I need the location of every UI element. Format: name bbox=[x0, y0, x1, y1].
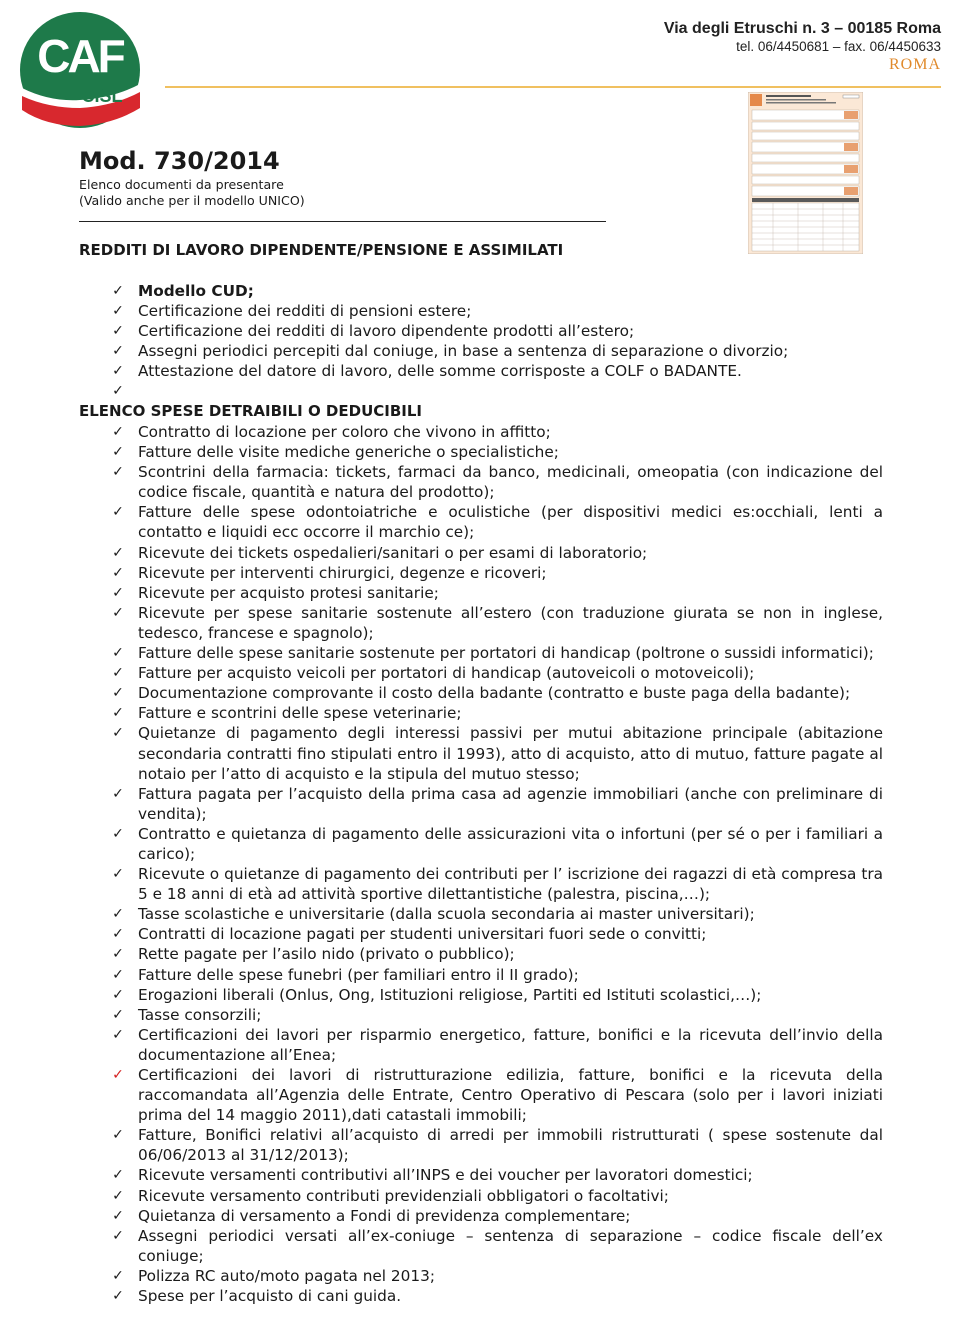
list-item-text: Fatture delle spese odontoiatriche e oculistiche (per dispositivi medici es:occhiali, lenti a contatto e liquidi ecc occorre il marchio ce); bbox=[138, 503, 883, 542]
logo-graphic bbox=[18, 12, 142, 132]
section-heading-income: REDDITI DI LAVORO DIPENDENTE/PENSIONE E ASSIMILATI bbox=[79, 241, 564, 259]
document-note: (Valido anche per il modello UNICO) bbox=[79, 193, 305, 208]
list-item bbox=[79, 281, 883, 301]
list-item bbox=[79, 1186, 883, 1206]
list-item-text: Fatture delle visite mediche generiche o specialistiche; bbox=[138, 443, 559, 462]
check-mark-icon: ✓ bbox=[112, 705, 124, 722]
list-item bbox=[79, 301, 883, 321]
check-mark-icon: ✓ bbox=[112, 444, 124, 461]
check-mark-icon: ✓ bbox=[112, 1207, 124, 1224]
list-item-text: Erogazioni liberali (Onlus, Ong, Istituzioni religiose, Partiti ed Istituti scolastici,…); bbox=[138, 985, 762, 1004]
list-item bbox=[79, 944, 883, 964]
list-item-text: Assegni periodici percepiti dal coniuge, in base a sentenza di separazione o divorzio; bbox=[138, 342, 789, 361]
list-item bbox=[79, 543, 883, 563]
check-mark-icon: ✓ bbox=[112, 926, 124, 943]
list-item-text: Modello CUD; bbox=[138, 282, 254, 300]
check-mark-icon: ✓ bbox=[112, 464, 124, 481]
list-item-text: Ricevute per spese sanitarie sostenute all’estero (con traduzione giurata se non in inglese, tedesco, francese e spagnolo); bbox=[138, 603, 883, 642]
check-mark-icon: ✓ bbox=[112, 363, 124, 380]
list-item-text: Ricevute versamento contributi previdenziali obbligatori o facoltativi; bbox=[138, 1186, 669, 1205]
list-item bbox=[79, 361, 883, 381]
list-item bbox=[79, 442, 883, 462]
check-mark-icon: ✓ bbox=[112, 1006, 124, 1023]
form-730-thumbnail bbox=[748, 92, 863, 254]
check-mark-icon: ✓ bbox=[112, 343, 124, 360]
check-mark-icon: ✓ bbox=[112, 1127, 124, 1144]
list-item-text: Ricevute dei tickets ospedalieri/sanitari o per esami di laboratorio; bbox=[138, 543, 648, 562]
list-item bbox=[79, 1125, 883, 1165]
list-item-text: Fattura pagata per l’acquisto della prima casa ad agenzie immobiliari (anche con preliminare di vendita); bbox=[138, 784, 883, 823]
check-mark-icon: ✓ bbox=[112, 685, 124, 702]
check-mark-icon: ✓ bbox=[112, 1026, 124, 1043]
list-item-text: Quietanza di versamento a Fondi di previdenza complementare; bbox=[138, 1206, 631, 1225]
list-item bbox=[79, 502, 883, 542]
list-item-text: Tasse scolastiche e universitarie (dalla scuola secondaria ai master universitari); bbox=[138, 905, 755, 924]
list-item bbox=[79, 643, 883, 663]
check-mark-icon: ✓ bbox=[112, 544, 124, 561]
document-subtitle: Elenco documenti da presentare bbox=[79, 177, 284, 192]
list-item bbox=[79, 723, 883, 783]
list-item-text: Attestazione del datore di lavoro, delle somme corrisposte a COLF o BADANTE. bbox=[138, 362, 742, 381]
check-mark-icon: ✓ bbox=[112, 1167, 124, 1184]
check-mark-icon: ✓ bbox=[112, 725, 124, 742]
list-item bbox=[79, 603, 883, 643]
list-item bbox=[79, 1286, 883, 1306]
list-item bbox=[79, 321, 883, 341]
list-item-text: Contratto di locazione per coloro che vivono in affitto; bbox=[138, 423, 551, 441]
check-mark-icon: ✓ bbox=[112, 645, 124, 662]
list-item bbox=[79, 583, 883, 603]
title-divider bbox=[79, 221, 606, 222]
check-mark-icon: ✓ bbox=[112, 785, 124, 802]
list-item-text: Scontrini della farmacia: tickets, farmaci da banco, medicinali, omeopatia (con indicazione del codice fiscale, quantità e natura del prodotto); bbox=[138, 463, 883, 502]
document-title: Mod. 730/2014 bbox=[79, 147, 280, 175]
check-mark-icon: ✓ bbox=[112, 584, 124, 601]
check-mark-icon: ✓ bbox=[112, 424, 124, 440]
list-item-text: Documentazione comprovante il costo della badante (contratto e buste paga della badante); bbox=[138, 684, 851, 703]
list-item bbox=[79, 985, 883, 1005]
address-block bbox=[664, 20, 941, 74]
list-item bbox=[79, 1005, 883, 1025]
list-item-text bbox=[138, 382, 143, 400]
check-mark-icon: ✓ bbox=[112, 1267, 124, 1284]
address-line: Via degli Etruschi n. 3 – 00185 Roma bbox=[663, 20, 941, 37]
list-item-text: Fatture e scontrini delle spese veterinarie; bbox=[138, 704, 462, 723]
list-item-text: Ricevute per interventi chirurgici, degenze e ricoveri; bbox=[138, 563, 547, 582]
check-mark-icon: ✓ bbox=[112, 323, 124, 340]
list-item bbox=[79, 683, 883, 703]
list-item bbox=[79, 563, 883, 583]
list-item bbox=[79, 381, 883, 401]
list-item bbox=[79, 784, 883, 824]
list-item-text: Fatture, Bonifici relativi all’acquisto di arredi per immobili ristrutturati ( spese sostenute dal 06/06/2013 al 31/12/2013); bbox=[138, 1126, 883, 1165]
list-item-text: Polizza RC auto/moto pagata nel 2013; bbox=[138, 1266, 436, 1285]
list-item-text: Certificazioni dei lavori di ristrutturazione edilizia, fatture, bonifici e la ricevuta della raccomandata all’Agenzia delle Entrate, Centro Operativo di Pescara (solo per i lavori iniziati prima del 14 maggio 2011),dati catastali immobili; bbox=[138, 1066, 883, 1125]
list-item-text: Certificazioni dei lavori per risparmio energetico, fatture, bonifici e la ricevuta dell’invio della documentazione all’Enea; bbox=[138, 1025, 883, 1064]
city-label: ROMA bbox=[888, 56, 941, 73]
list-item-text: Rette pagate per l’asilo nido (privato o pubblico); bbox=[138, 945, 515, 964]
list-item bbox=[79, 924, 883, 944]
list-item-text: Ricevute per acquisto protesi sanitarie; bbox=[138, 583, 439, 602]
list-item-text: Tasse consorzili; bbox=[138, 1005, 262, 1024]
check-mark-icon: ✓ bbox=[112, 866, 124, 883]
list-item bbox=[79, 864, 883, 904]
expenses-documents-list bbox=[79, 422, 883, 1306]
check-mark-icon: ✓ bbox=[112, 283, 124, 299]
check-mark-icon: ✓ bbox=[112, 825, 124, 842]
list-item bbox=[79, 462, 883, 502]
check-mark-icon: ✓ bbox=[112, 986, 124, 1003]
list-item-text: Fatture delle spese funebri (per familiari entro il II grado); bbox=[138, 965, 579, 984]
check-mark-icon: ✓ bbox=[112, 303, 124, 320]
list-item bbox=[79, 422, 883, 442]
check-mark-icon: ✓ bbox=[112, 1067, 124, 1083]
list-item bbox=[79, 1226, 883, 1266]
list-item bbox=[79, 1206, 883, 1226]
list-item bbox=[79, 341, 883, 361]
check-mark-icon: ✓ bbox=[112, 946, 124, 963]
list-item bbox=[79, 1165, 883, 1185]
list-item-text: Certificazione dei redditi di pensioni estere; bbox=[138, 302, 472, 321]
list-item bbox=[79, 703, 883, 723]
list-item bbox=[79, 663, 883, 683]
check-mark-icon: ✓ bbox=[112, 504, 124, 521]
list-item bbox=[79, 965, 883, 985]
check-mark-icon: ✓ bbox=[112, 564, 124, 581]
list-item-text: Certificazione dei redditi di lavoro dipendente prodotti all’estero; bbox=[138, 322, 635, 341]
check-mark-icon: ✓ bbox=[112, 1288, 124, 1305]
check-mark-icon: ✓ bbox=[112, 1227, 124, 1244]
check-mark-icon: ✓ bbox=[112, 383, 124, 400]
header-divider bbox=[165, 86, 941, 88]
list-item-text: Fatture per acquisto veicoli per portatori di handicap (autoveicoli o motoveicoli); bbox=[138, 664, 755, 683]
list-item-text: Contratti di locazione pagati per studenti universitari fuori sede o convitti; bbox=[138, 925, 707, 944]
income-documents-list bbox=[79, 281, 883, 402]
list-item-text: Assegni periodici versati all’ex-coniuge – sentenza di separazione – codice fiscale dell’ex coniuge; bbox=[138, 1226, 883, 1265]
section-heading-expenses: ELENCO SPESE DETRAIBILI O DEDUCIBILI bbox=[79, 402, 422, 420]
list-item-text: Quietanze di pagamento degli interessi passivi per mutui abitazione principale (abitazione secondaria contratti fino stipulati entro il 1993), atto di acquisto, atto di mutuo, fatture pagate al notaio per l’atto di acquisto e la stipula del mutuo stesso; bbox=[138, 724, 883, 783]
caf-cisl-logo bbox=[18, 12, 142, 132]
check-mark-icon: ✓ bbox=[112, 1187, 124, 1204]
list-item bbox=[79, 824, 883, 864]
check-mark-icon: ✓ bbox=[112, 665, 124, 682]
phone-line: tel. 06/4450681 – fax. 06/4450633 bbox=[736, 39, 941, 54]
check-mark-icon: ✓ bbox=[112, 966, 124, 983]
check-mark-icon: ✓ bbox=[112, 604, 124, 621]
form-thumbnail-graphic bbox=[748, 92, 863, 254]
list-item bbox=[79, 1025, 883, 1065]
list-item bbox=[79, 904, 883, 924]
logo-cisl-text: CISL bbox=[81, 86, 123, 106]
list-item-text: Ricevute o quietanze di pagamento dei contributi per l’ iscrizione dei ragazzi di età compresa tra 5 e 18 anni di età ad attività sportive dilettantistiche (palestra, piscina,…); bbox=[138, 865, 883, 904]
list-item bbox=[79, 1065, 883, 1125]
list-item-text: Fatture delle spese sanitarie sostenute per portatori di handicap (poltrone o sussidi informatici); bbox=[138, 644, 874, 663]
list-item-text: Spese per l’acquisto di cani guida. bbox=[138, 1287, 402, 1306]
list-item-text: Ricevute versamenti contributivi all’INPS e dei voucher per lavoratori domestici; bbox=[138, 1166, 753, 1185]
list-item bbox=[79, 1266, 883, 1286]
logo-caf-text: CAF bbox=[37, 30, 123, 82]
check-mark-icon: ✓ bbox=[112, 906, 124, 923]
list-item-text: Contratto e quietanza di pagamento delle assicurazioni vita o infortuni (per sé o per i familiari a carico); bbox=[138, 824, 883, 863]
